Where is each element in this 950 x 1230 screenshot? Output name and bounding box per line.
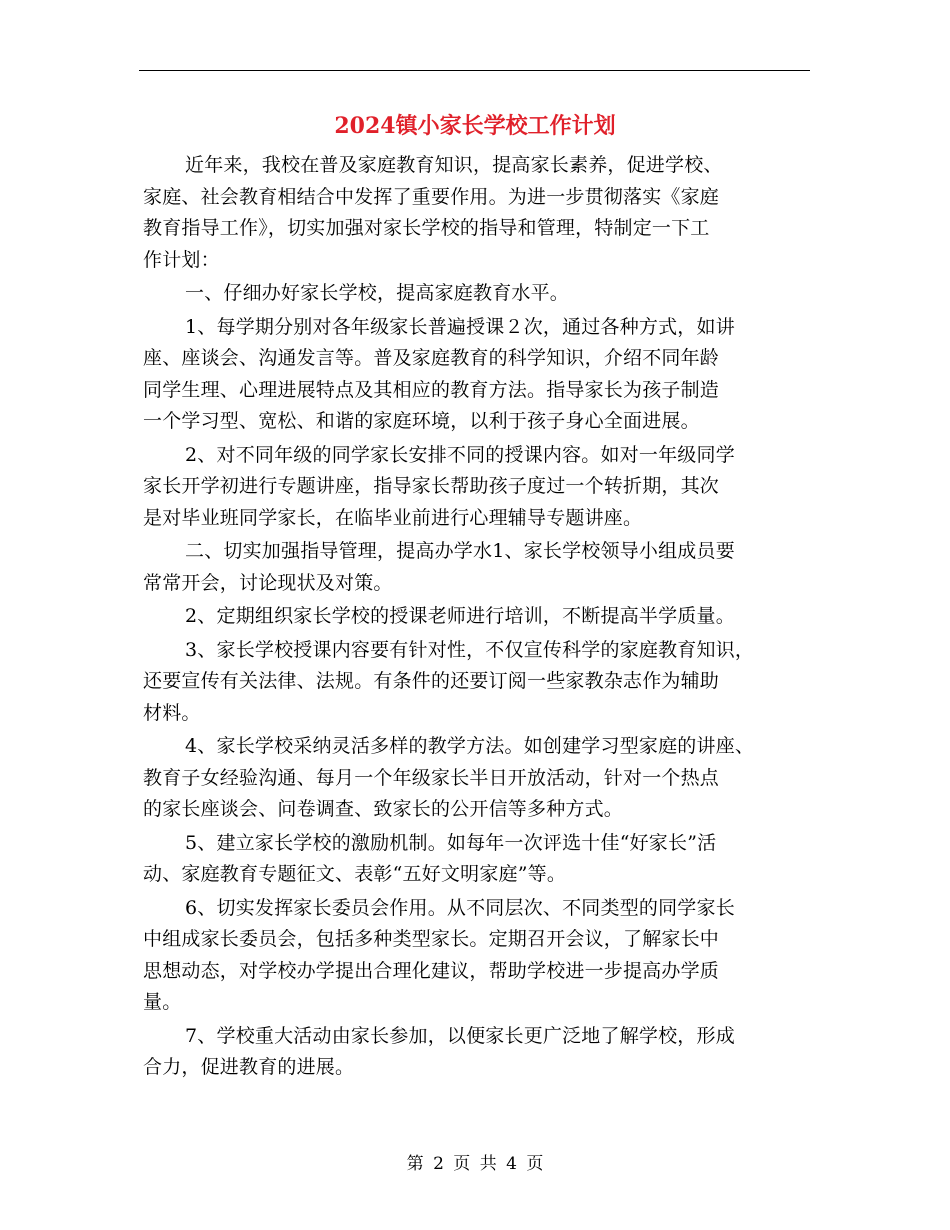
paragraph-item-5 — [143, 828, 813, 891]
text-line: 作计划： — [143, 248, 220, 271]
text-line: 家庭、社会教育相结合中发挥了重要作用。为进一步贯彻落实《家庭 — [143, 185, 720, 208]
text-line: 同学生理、心理进展特点及其相应的教育方法。指导家长为孩子制造 — [143, 378, 720, 401]
text-line: 常常开会，讨论现状及对策。 — [143, 571, 393, 594]
paragraph-item-2b — [143, 601, 813, 633]
text-line: 教育指导工作》，切实加强对家长学校的指导和管理，特制定一下工 — [143, 217, 710, 239]
header-rule — [139, 70, 810, 71]
text-line: 4、家长学校采纳灵活多样的教学方法。如创建学习型家庭的讲座、 — [185, 735, 755, 757]
text-line: 1、每学期分别对各年级家长普遍授课２次，通过各种方式，如讲 — [185, 315, 735, 338]
text-line: 7、学校重大活动由家长参加，以便家长更广泛地了解学校，形成 — [185, 1024, 735, 1047]
section-heading-1 — [143, 278, 813, 310]
text-line: 是对毕业班同学家长，在临毕业前进行心理辅导专题讲座。 — [143, 506, 643, 529]
text-line: 家长开学初进行专题讲座，指导家长帮助孩子度过一个转折期，其次 — [143, 475, 720, 497]
text-line: 2、定期组织家长学校的授课老师进行培训，不断提高半学质量。 — [185, 605, 735, 627]
text-line: 2、对不同年级的同学家长安排不同的授课内容。如对一年级同学 — [185, 443, 735, 466]
text-line: 还要宣传有关法律、法规。有条件的还要订阅一些家教杂志作为辅助 — [143, 670, 720, 692]
paragraph-item-2 — [143, 440, 813, 535]
text-line: 5、建立家长学校的激励机制。如每年一次评选十佳“好家长”活 — [185, 831, 717, 854]
paragraph-intro — [143, 150, 813, 276]
document-body — [143, 150, 813, 1086]
text-line: 量。 — [143, 991, 182, 1013]
text-line: 的家长座谈会、问卷调查、致家长的公开信等多种方式。 — [143, 798, 624, 820]
text-line: 动、家庭教育专题征文、表彰“五好文明家庭”等。 — [143, 863, 567, 885]
paragraph-item-4 — [143, 731, 813, 826]
text-line: 一个学习型、宽松、和谐的家庭环境，以利于孩子身心全面进展。 — [143, 410, 700, 432]
paragraph-item-1 — [143, 312, 813, 438]
paragraph-item-6 — [143, 893, 813, 1019]
paragraph-item-3 — [143, 635, 813, 730]
text-line: 教育子女经验沟通、每月一个年级家长半日开放活动，针对一个热点 — [143, 766, 720, 789]
text-line: 近年来，我校在普及家庭教育知识，提高家长素养，促进学校、 — [185, 154, 723, 176]
text-line: 中组成家长委员会，包括多种类型家长。定期召开会议，了解家长中 — [143, 928, 720, 950]
paragraph-item-7 — [143, 1021, 813, 1084]
section-heading-2 — [143, 536, 813, 599]
page-number: 第 2 页 共 4 页 — [406, 1154, 544, 1174]
text-line: 座、座谈会、沟通发言等。普及家庭教育的科学知识，介绍不同年龄 — [143, 347, 720, 369]
text-line: 3、家长学校授课内容要有针对性，不仅宣传科学的家庭教育知识， — [185, 638, 755, 661]
document-title: 2024镇小家长学校工作计划 — [334, 113, 616, 139]
text-line: 一、仔细办好家长学校，提高家庭教育水平。 — [185, 282, 570, 304]
text-line: 二、切实加强指导管理，提高办学水1、家长学校领导小组成员要 — [185, 540, 735, 562]
text-line: 材料。 — [143, 701, 201, 724]
text-line: 思想动态，对学校办学提出合理化建议，帮助学校进一步提高办学质 — [143, 959, 720, 982]
text-line: 合力，促进教育的进展。 — [143, 1056, 355, 1078]
text-line: 6、切实发挥家长委员会作用。从不同层次、不同类型的同学家长 — [185, 896, 735, 919]
